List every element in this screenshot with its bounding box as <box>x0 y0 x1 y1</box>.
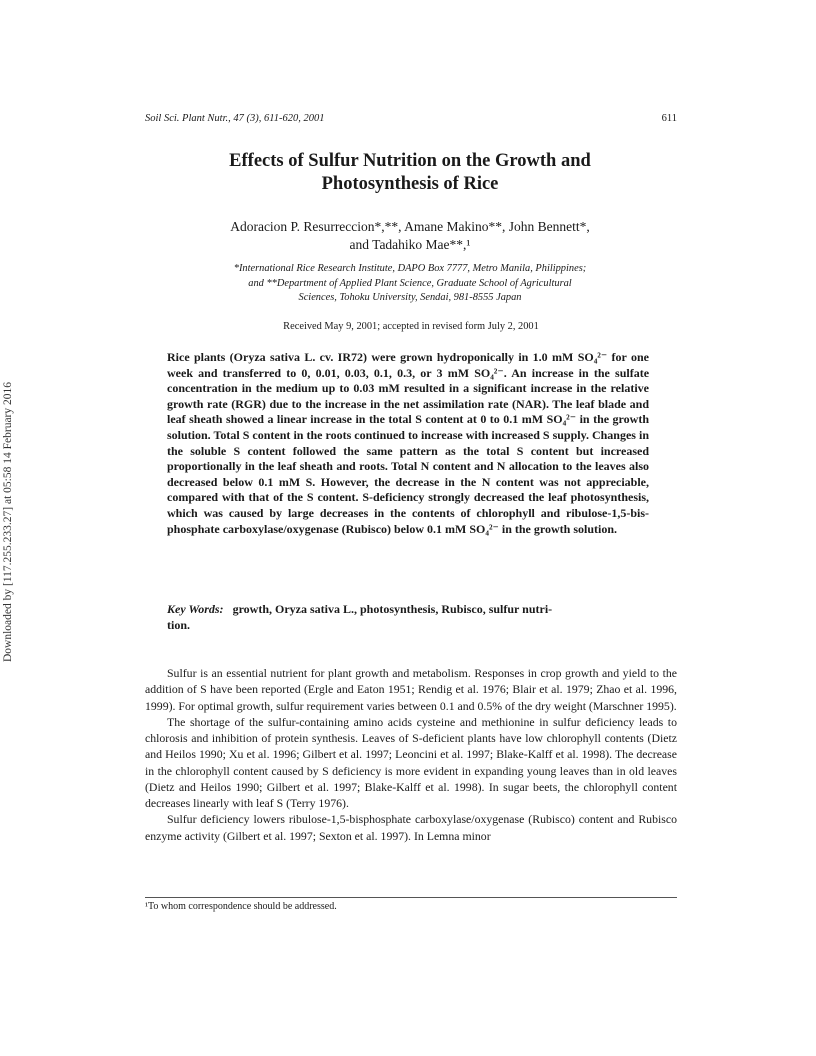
keywords-line-2: tion. <box>167 617 191 632</box>
keywords <box>167 602 649 633</box>
affiliation-line-1: *International Rice Research Institute, DAPO Box 7777, Metro Manila, Philippines; <box>233 263 587 274</box>
body-text <box>145 665 677 844</box>
page-number: 611 <box>661 113 677 124</box>
abstract-line: Total S content in the roots continued to increase with increased S supply. <box>213 427 589 442</box>
title-line-1: Effects of Sulfur Nutrition on the Growth and <box>229 151 591 171</box>
affiliation-line-2: and **Department of Applied Plant Science, Graduate School of Agricultural <box>248 277 572 289</box>
abstract-line: S content. S-deficiency strongly decreased the leaf photosynthesis, which was <box>167 490 649 520</box>
paper-title <box>145 150 675 196</box>
abstract-line: increase in the total S content at 0 to 0.1 mM SO₄²⁻ in the growth solution. <box>167 412 650 442</box>
affiliation-line-3: Sciences, Tohoku University, Sendai, 981-8555 Japan <box>298 292 522 303</box>
abstract-line: SO₄²⁻ for one week and transferred to 0, 0.01, 0.03, 0.1, 0.3, or 3 mM SO₄²⁻. An <box>167 350 649 380</box>
title-line-2: Photosynthesis of Rice <box>321 174 499 194</box>
abstract-line: the net assimilation rate (NAR). The leaf blade and leaf sheath showed a linear <box>167 396 649 427</box>
journal-citation: Soil Sci. Plant Nutr., 47 (3), 611-620, 2001 <box>145 113 325 124</box>
affiliations <box>195 262 625 306</box>
abstract-line: solution. <box>573 521 618 536</box>
footnote: ¹To whom correspondence should be addressed. <box>145 901 337 912</box>
abstract-line: significant increase in the relative growth rate (RGR) due to the increase in <box>167 381 649 411</box>
footnote-divider <box>145 897 677 898</box>
keywords-label: Key Words: <box>167 602 224 616</box>
abstract <box>167 350 649 537</box>
abstract-line: content but increased proportionally in the leaf sheath and roots. Total N <box>167 443 650 474</box>
abstract-line: the decrease in the N content was not appreciable, compared with that of the <box>167 474 649 505</box>
authors-line-2: and Tadahiko Mae**,¹ <box>349 237 471 252</box>
author-list <box>145 218 675 254</box>
body-paragraph: Sulfur is an essential nutrient for plant growth and metabolism. Responses in crop growth and yield to the addition of S have been reported (Ergle and Eaton 1951; Rendig et al. 1976; Blair et al. 1979; Zhao et al. 1996, 1999). For optimal growth, sulfur requirement varies between 0.1 and 0.5% of the dry weight (Marschner 1995). <box>145 666 677 713</box>
authors-line-1: Adoracion P. Resurreccion*,**, Amane Makino**, John Bennett*, <box>230 219 590 234</box>
abstract-line: phosphate carboxylase/oxygenase (Rubisco) below 0.1 mM SO₄²⁻ in the growth <box>167 521 571 536</box>
abstract-line: Rice plants (Oryza sativa L. cv. IR72) were grown hydroponically in 1.0 mM <box>167 350 574 364</box>
body-paragraph: Sulfur deficiency lowers ribulose-1,5-bisphosphate carboxylase/oxygenase (Rubisco) content and Rubisco enzyme activity (Gilbert et al. 1997; Sexton et al. 1997). In Lemna minor <box>145 812 677 843</box>
running-header <box>145 113 677 129</box>
abstract-line: increase in the sulfate concentration in the medium up to 0.03 mM resulted in a <box>167 365 650 396</box>
keywords-line-1: growth, Oryza sativa L., photosynthesis, Rubisco, sulfur nutri- <box>232 602 553 616</box>
abstract-line: caused by large decreases in the contents of chlorophyll and ribulose-1,5-bis- <box>228 505 650 520</box>
received-dates: Received May 9, 2001; accepted in revised form July 2, 2001 <box>283 321 539 332</box>
download-watermark: Downloaded by [117.255.233.27] at 05:58 14 February 2016 <box>2 382 14 663</box>
abstract-line: Changes in the soluble S content followed the same pattern as the total S <box>167 427 650 458</box>
abstract-line: content and N allocation to the leaves also decreased below 0.1 mM S. However, <box>167 459 650 489</box>
body-paragraph: The shortage of the sulfur-containing amino acids cysteine and methionine in sulfur deficiency leads to chlorosis and inhibition of protein synthesis. Leaves of S-deficient plants have low chlorophyll contents (Dietz and Heilos 1990; Xu et al. 1996; Gilbert et al. 1997; Leoncini et al. 1997; Blake-Kalff et al. 1998). The decrease in the chlorophyll content caused by S deficiency is more evident in expanding young leaves than in old leaves (Dietz and Heilos 1990; Gilbert et al. 1997; Blake-Kalff et al. 1998). In sugar beets, the chlorophyll content decreases linearly with leaf S (Terry 1976). <box>145 714 677 810</box>
